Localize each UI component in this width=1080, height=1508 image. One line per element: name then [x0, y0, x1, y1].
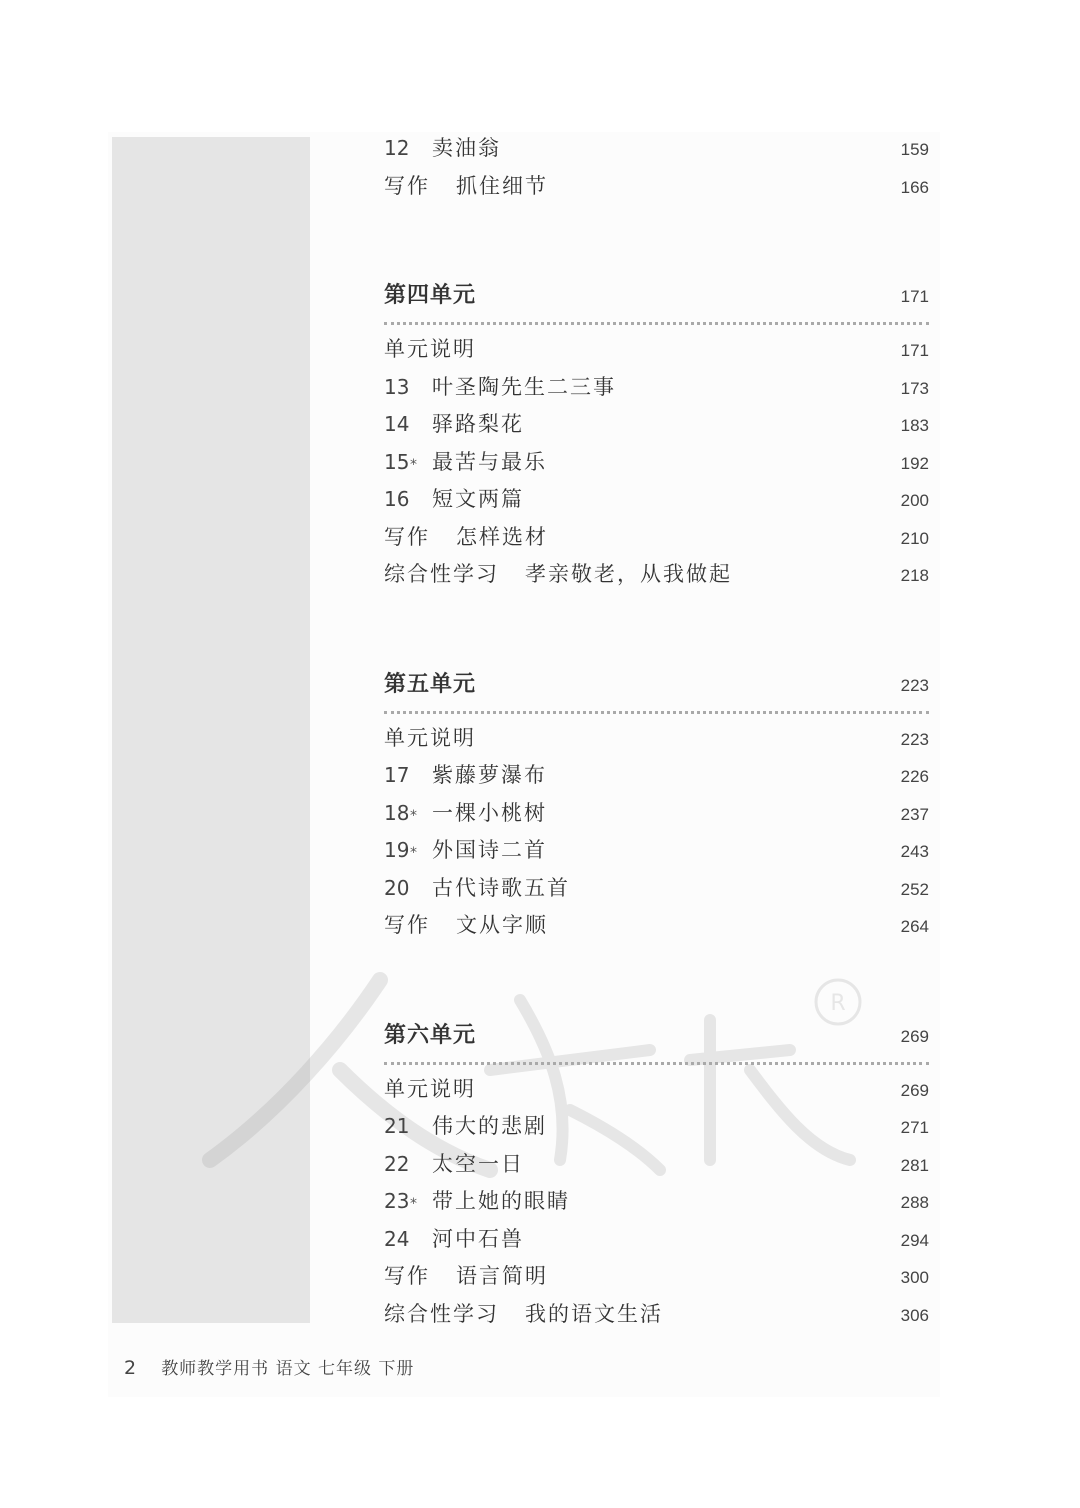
- toc-entry[interactable]: [384, 369, 929, 407]
- entry-title: 驿路梨花: [432, 412, 524, 436]
- page-number: 252: [900, 879, 929, 899]
- toc-entry[interactable]: [384, 870, 929, 908]
- toc-entry[interactable]: [384, 1296, 929, 1334]
- lesson-number: 16: [384, 487, 410, 511]
- toc-entry[interactable]: [384, 331, 929, 369]
- entry-title: 紫藤萝瀑布: [432, 763, 547, 787]
- entry-title: 太空一日: [432, 1151, 524, 1176]
- toc-entry[interactable]: [384, 519, 929, 557]
- toc-entry[interactable]: [384, 168, 929, 206]
- toc-entry[interactable]: [384, 907, 929, 945]
- entry-kind: 综合性学习: [384, 562, 499, 586]
- svg-text:R: R: [830, 991, 846, 1016]
- toc-entry[interactable]: [384, 1108, 929, 1146]
- page-number: 281: [900, 1155, 929, 1175]
- optional-star-mark: *: [410, 1196, 419, 1212]
- optional-star-mark: *: [410, 807, 419, 824]
- page-number: 192: [900, 453, 929, 473]
- entry-title: 古代诗歌五首: [432, 875, 570, 900]
- lesson-number: 22: [384, 1151, 410, 1176]
- entry-kind: 写作: [384, 1264, 430, 1288]
- lesson-number: 21: [384, 1114, 410, 1138]
- entry-title: 抓住细节: [456, 173, 548, 198]
- page-number: 269: [900, 1080, 929, 1100]
- entry-title: 最苦与最乐: [432, 449, 547, 474]
- page-number: 223: [900, 675, 929, 695]
- entry-title: 河中石兽: [432, 1226, 524, 1251]
- page-number: 264: [900, 917, 929, 936]
- entry-kind: 写作: [384, 524, 430, 549]
- footer-page-number: 2: [124, 1357, 137, 1379]
- page-number: 271: [900, 1118, 929, 1137]
- page-number: 300: [900, 1268, 929, 1287]
- toc-entry[interactable]: [384, 1146, 929, 1184]
- toc-entry[interactable]: [384, 444, 929, 482]
- entry-kind: 写作: [384, 173, 430, 198]
- toc-entry[interactable]: [384, 1183, 929, 1221]
- page-number: 171: [900, 287, 929, 306]
- lesson-number: 17: [384, 763, 410, 787]
- toc-entry[interactable]: [384, 832, 929, 870]
- lesson-number: 14: [384, 412, 410, 436]
- page-number: 294: [900, 1230, 929, 1250]
- entry-title: 孝亲敬老，从我做起: [525, 562, 732, 586]
- toc-entry[interactable]: [384, 1221, 929, 1259]
- toc-entry[interactable]: [384, 757, 929, 795]
- page-number: 243: [900, 842, 929, 861]
- footer-book-title: 教师教学用书 语文 七年级 下册: [161, 1359, 415, 1379]
- entry-title: 短文两篇: [432, 487, 524, 511]
- page-number: 200: [900, 491, 929, 510]
- page-number: 269: [900, 1026, 929, 1046]
- toc-entry[interactable]: [384, 556, 929, 594]
- entry-kind: 写作: [384, 913, 430, 937]
- page-number: 306: [900, 1305, 929, 1325]
- entry-title: 一棵小桃树: [432, 800, 547, 825]
- toc-entry[interactable]: [384, 406, 929, 444]
- entry-title: 卖油翁: [432, 136, 501, 160]
- unit-heading[interactable]: [384, 1016, 929, 1065]
- page-number: 173: [900, 378, 929, 398]
- optional-star-mark: *: [410, 845, 419, 861]
- toc-entry[interactable]: [384, 1258, 929, 1296]
- unit-title: 第四单元: [384, 282, 477, 308]
- entry-title: 我的语文生活: [525, 1301, 663, 1326]
- page-number: 288: [900, 1193, 929, 1212]
- lesson-number: 20: [384, 875, 410, 900]
- entry-kind: 综合性学习: [384, 1301, 499, 1326]
- table-of-contents: [384, 130, 929, 1333]
- entry-kind: 单元说明: [384, 1076, 476, 1101]
- unit-title: 第五单元: [384, 670, 477, 697]
- lesson-number: 19: [384, 838, 410, 862]
- entry-title: 带上她的眼睛: [432, 1189, 570, 1213]
- toc-entry[interactable]: [384, 720, 929, 758]
- page-number: 218: [900, 566, 929, 585]
- lesson-number: 13: [384, 374, 410, 399]
- page-number: 237: [900, 804, 929, 824]
- lesson-number: 24: [384, 1226, 410, 1251]
- unit-heading[interactable]: [384, 665, 929, 714]
- lesson-number: 18: [384, 800, 410, 825]
- page-footer: [124, 1354, 414, 1379]
- page-number: 171: [900, 341, 929, 360]
- page-number: 166: [900, 177, 929, 197]
- entry-title: 怎样选材: [456, 524, 548, 549]
- entry-kind: 单元说明: [384, 337, 476, 361]
- entry-title: 外国诗二首: [432, 838, 547, 862]
- toc-entry[interactable]: [384, 795, 929, 833]
- toc-entry[interactable]: [384, 1071, 929, 1109]
- entry-title: 叶圣陶先生二三事: [432, 374, 616, 399]
- lesson-number: 12: [384, 136, 410, 160]
- entry-kind: 单元说明: [384, 725, 476, 750]
- unit-title: 第六单元: [384, 1021, 477, 1048]
- entry-title: 语言简明: [456, 1264, 548, 1288]
- page-number: 226: [900, 767, 929, 786]
- toc-entry[interactable]: [384, 481, 929, 519]
- unit-heading[interactable]: [384, 276, 929, 325]
- entry-title: 文从字顺: [456, 913, 548, 937]
- page-number: 210: [900, 528, 929, 548]
- optional-star-mark: *: [410, 456, 419, 473]
- lesson-number: 23: [384, 1189, 410, 1213]
- page-number: 223: [900, 729, 929, 749]
- page-number: 183: [900, 416, 929, 435]
- entry-title: 伟大的悲剧: [432, 1114, 547, 1138]
- lesson-number: 15: [384, 449, 410, 474]
- toc-entry[interactable]: [384, 130, 929, 168]
- page-number: 159: [900, 140, 929, 159]
